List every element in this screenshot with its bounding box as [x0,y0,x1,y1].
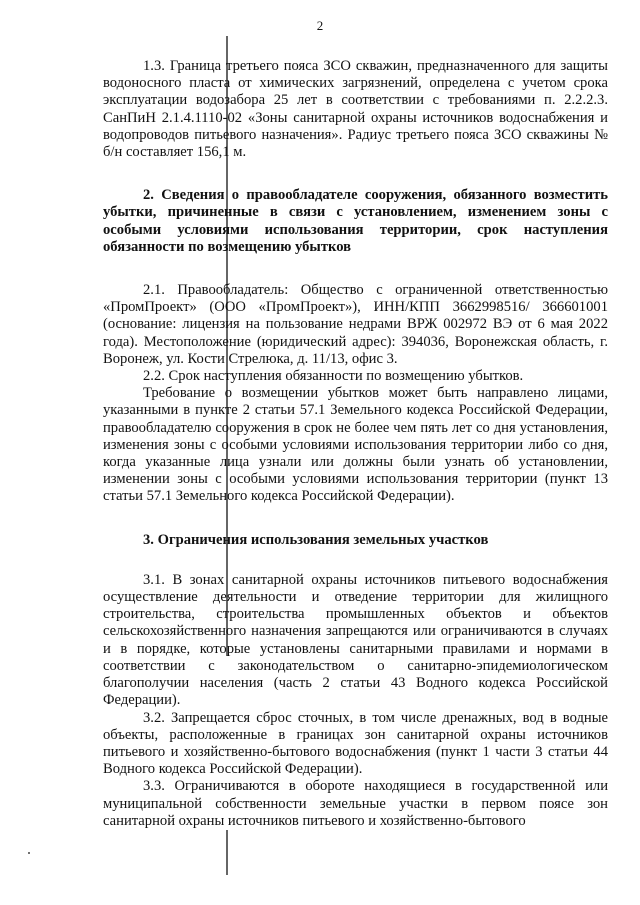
paragraph-3-3: 3.3. Ограничиваются в обороте находящиеся в государственной или муниципальной собственности земельные участки в первом поясе зон санитарной охраны источников питьевого и хозяйственно-бытового [103,778,608,829]
page-number: 2 [316,18,324,33]
paragraph-2-1: 2.1. Правообладатель: Общество с ограниченной ответственностью «ПромПроект» (ООО «ПромПроект»), ИНН/КПП 3662998516/ 366601001 (основание: лицензия на пользование недрами ВРЖ 002972 ВЭ от 6 мая 2022 года). Местоположение (юридический адрес): 394036, Воронежская область, г. Воронеж, ул. Кости Стрелюка, д. 11/13, офис 3. [103,282,608,367]
paragraph-compensation-claim: Требование о возмещении убытков может быть направлено лицами, указанными в пункте 2 статьи 57.1 Земельного кодекса Российской Федерации, правообладателю сооружения в срок не более чем пять лет со дня установления, изменения зоны с особыми условиями использования территории либо со дня, когда указанные лица узнали или должны были узнать об установлении, изменении зоны с особыми условиями использования территории (пункт 13 статьи 57.1 Земельного кодекса Российской Федерации). [103,385,608,505]
scan-speck [28,852,30,854]
paragraph-2-2: 2.2. Срок наступления обязанности по возмещению убытков. [143,368,524,385]
document-body [103,58,608,830]
paragraph-3-2: 3.2. Запрещается сброс сточных, в том числе дренажных, вод в водные объекты, расположенные в границах зон санитарной охраны источников питьевого и хозяйственно-бытового водоснабжения (пункт 1 части 3 статьи 44 Водного кодекса Российской Федерации). [103,709,608,778]
section-2-heading: 2. Сведения о правообладателе сооружения, обязанного возместить убытки, причиненные в связи с установлением, изменением зоны с особыми условиями использования территории, срок наступления обязанности по возмещению убытков [103,187,608,255]
scan-fold-line-lower [226,830,228,875]
paragraph-1-3: 1.3. Граница третьего пояса ЗСО скважин, предназначенного для защиты водоносного пласта от химических загрязнений, определена с учетом срока эксплуатации водозабора 25 лет в соответствии с требованиями п. 2.2.2.3. СанПиН 2.1.4.1110-02 «Зоны санитарной охраны источников водоснабжения и водопроводов питьевого назначения». Радиус третьего пояса ЗСО скважины № б/н составляет 156,1 м. [103,58,608,161]
paragraph-3-1: 3.1. В зонах санитарной охраны источников питьевого водоснабжения осуществление деятельности и отведение территории для жилищного строительства, строительства промышленных объектов и объектов сельскохозяйственного назначения запрещаются или ограничиваются в случаях и в порядке, которые установлены санитарными правилами и нормами в соответствии с законодательством о санитарно-эпидемиологическом благополучии населения (часть 2 статьи 43 Водного кодекса Российской Федерации). [103,571,608,709]
section-3-heading: 3. Ограничения использования земельных участков [143,531,489,548]
